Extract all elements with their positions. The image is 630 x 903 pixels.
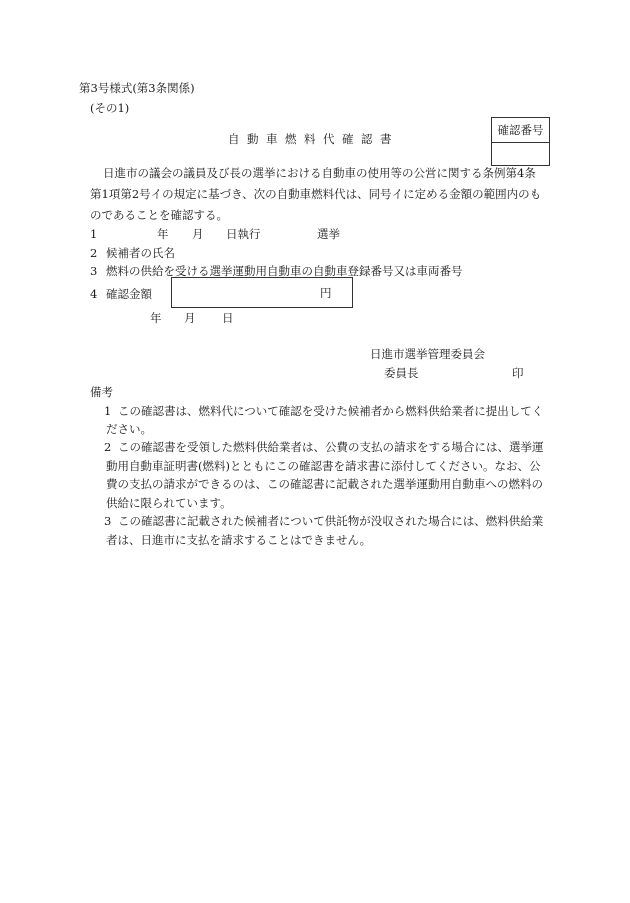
note-1-line-1: この確認書は、燃料代について確認を受けた候補者から燃料供給業者に提出してく: [118, 404, 544, 418]
note-3-line-1: この確認書に記載された候補者について供託物が没収された場合には、燃料供給業: [118, 514, 544, 528]
item-4-number: 4: [90, 287, 98, 301]
note-2-line-4: 供給に限られています。: [106, 496, 232, 510]
issuer-org: 日進市選挙管理委員会: [370, 347, 485, 361]
item-1-number: 1: [90, 227, 98, 241]
form-sub-number: (その1): [90, 101, 130, 115]
document-title: 自動車燃料代確認書: [228, 132, 399, 146]
note-1-line-2: ださい。: [106, 422, 152, 436]
amount-unit: 円: [320, 286, 332, 300]
item-1-election: 選挙: [317, 227, 340, 241]
date-day: 日: [222, 311, 234, 325]
item-4-text: 確認金額: [106, 287, 152, 301]
intro-line-1: 日進市の議会の議員及び長の選挙における自動車の使用等の公営に関する条例第4条: [103, 166, 536, 180]
amount-box[interactable]: [171, 277, 353, 308]
item-1-day: 日執行: [226, 227, 261, 241]
issuer-seal: 印: [512, 366, 524, 380]
confirm-number-label: 確認番号: [492, 118, 549, 143]
item-3-number: 3: [90, 264, 98, 278]
item-2-number: 2: [90, 246, 98, 260]
note-2-number: 2: [104, 440, 112, 454]
item-1-year: 年: [157, 227, 169, 241]
note-2-line-2: 動用自動車証明書(燃料)とともにこの確認書を請求書に添付してください。なお、公: [106, 459, 541, 473]
note-2-line-3: 費の支払の請求ができるのは、この確認書に記載された選挙運動用自動車への燃料の: [106, 477, 543, 491]
note-1-number: 1: [104, 404, 112, 418]
note-3-number: 3: [104, 514, 112, 528]
intro-line-3: のであることを確認する。: [90, 208, 228, 222]
item-3-text: 燃料の供給を受ける選挙運動用自動車の自動車登録番号又は車両番号: [106, 264, 463, 278]
note-2-line-1: この確認書を受領した燃料供給業者は、公費の支払の請求をする場合には、選挙運: [118, 440, 544, 454]
confirm-number-box: [491, 117, 550, 166]
notes-heading: 備考: [90, 385, 113, 399]
item-2-text: 候補者の氏名: [106, 246, 175, 260]
note-3-line-2: 者は、日進市に支払を請求することはできません。: [106, 533, 372, 547]
date-month: 月: [184, 311, 196, 325]
item-1-month: 月: [192, 227, 204, 241]
date-year: 年: [150, 311, 162, 325]
issuer-chair: 委員長: [384, 366, 419, 380]
form-number: 第3号様式(第3条関係): [79, 81, 195, 95]
intro-line-2: 第1項第2号イの規定に基づき、次の自動車燃料代は、同号イに定める金額の範囲内のも: [90, 187, 542, 201]
confirm-number-field[interactable]: [492, 143, 549, 165]
